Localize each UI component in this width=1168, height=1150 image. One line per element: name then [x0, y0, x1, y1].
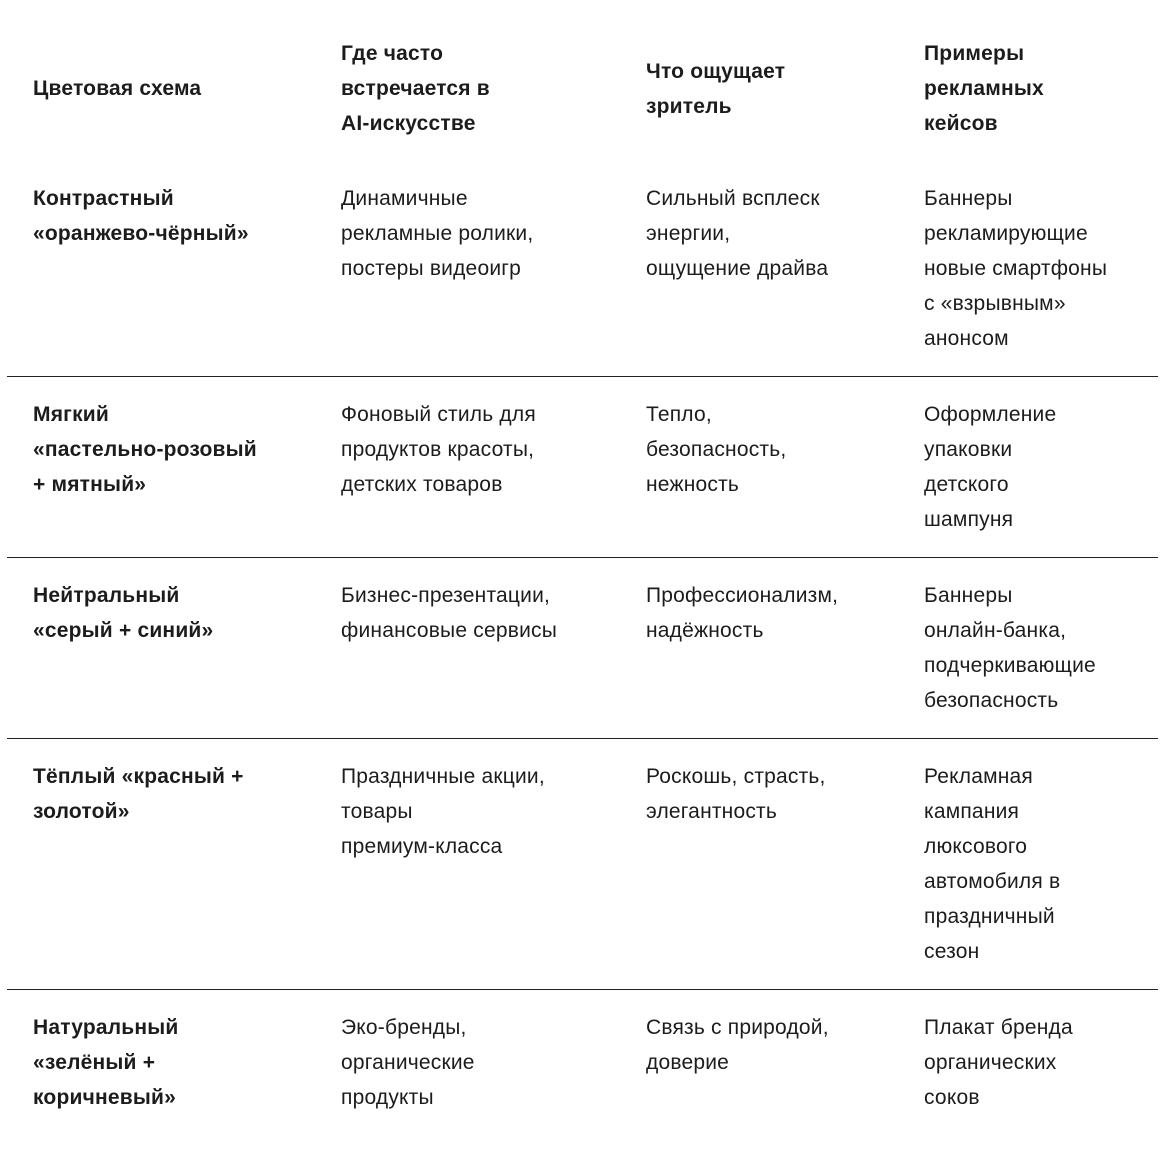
cell-ad-examples: Оформление упаковки детского шампуня: [924, 403, 1057, 531]
cell-viewer-feeling: Тепло, безопасность, нежность: [646, 403, 787, 496]
table-row: [7, 739, 1158, 990]
header-color-scheme: Цветовая схема: [33, 77, 202, 100]
cell-color-scheme: Контрастный «оранжево-чёрный»: [33, 187, 249, 245]
cell-viewer-feeling: Профессионализм, надёжность: [646, 584, 839, 642]
cell-where-used: Динамичные рекламные ролики, постеры видеоигр: [341, 187, 534, 280]
table-header-row: [7, 16, 1158, 161]
cell-viewer-feeling: Роскошь, страсть, элегантность: [646, 765, 826, 823]
cell-ad-examples: Баннеры рекламирующие новые смартфоны с «взрывным» анонсом: [924, 187, 1108, 350]
header-viewer-feeling: Что ощущает зритель: [646, 59, 786, 118]
header-where-used: Где часто встречается в AI-искусстве: [341, 42, 490, 135]
table-row: [7, 558, 1158, 739]
cell-viewer-feeling: Сильный всплеск энергии, ощущение драйва: [646, 187, 829, 280]
cell-ad-examples: Баннеры онлайн-банка, подчеркивающие безопасность: [924, 584, 1096, 712]
header-ad-examples: Примеры рекламных кейсов: [924, 42, 1044, 135]
cell-where-used: Праздничные акции, товары премиум-класса: [341, 765, 545, 858]
cell-where-used: Бизнес-презентации, финансовые сервисы: [341, 584, 557, 642]
table-row: [7, 377, 1158, 558]
cell-ad-examples: Плакат бренда органических соков: [924, 1016, 1073, 1109]
cell-color-scheme: Тёплый «красный + золотой»: [33, 765, 244, 823]
cell-where-used: Эко-бренды, органические продукты: [341, 1016, 475, 1109]
table-row: [7, 161, 1158, 377]
table-row: [7, 990, 1158, 1136]
cell-color-scheme: Натуральный «зелёный + коричневый»: [33, 1016, 179, 1109]
cell-color-scheme: Нейтральный «серый + синий»: [33, 584, 214, 642]
cell-viewer-feeling: Связь с природой, доверие: [646, 1016, 829, 1074]
cell-where-used: Фоновый стиль для продуктов красоты, детских товаров: [341, 403, 536, 496]
color-schemes-table: [7, 16, 1158, 1135]
cell-ad-examples: Рекламная кампания люксового автомобиля в праздничный сезон: [924, 765, 1061, 963]
cell-color-scheme: Мягкий «пастельно-розовый + мятный»: [33, 403, 257, 496]
